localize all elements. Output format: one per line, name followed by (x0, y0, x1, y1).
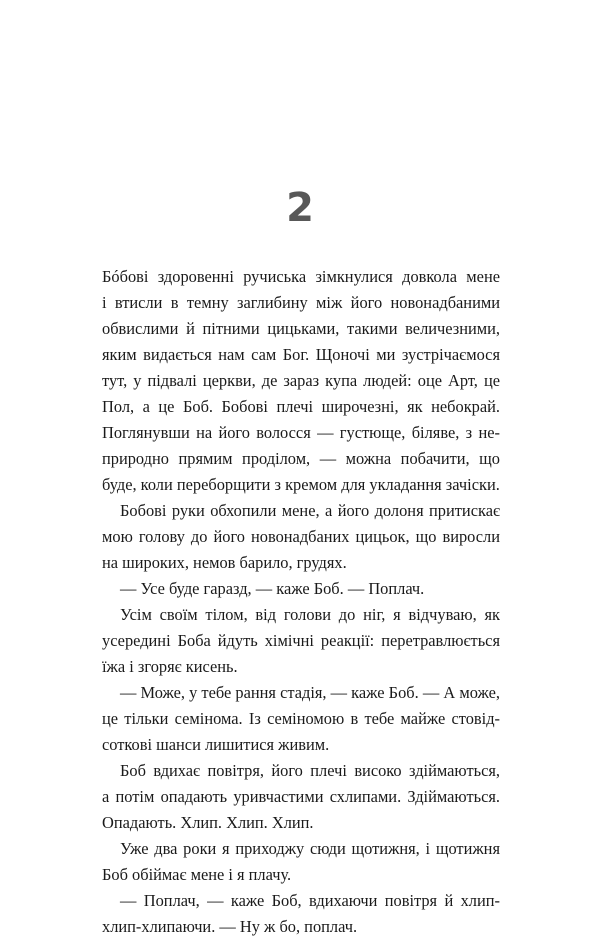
text-line: буде, коли переборщити з кремом для укладання зачіски. (102, 475, 500, 494)
text-line: соткові шанси лишитися живим. (102, 735, 330, 754)
chapter-number: 2 (286, 185, 314, 231)
text-line: мою голову до його новонадбаних цицьок, що виросли (102, 527, 500, 546)
text-line: хлип-хлипаючи. — Ну ж бо, поплач. (102, 917, 358, 936)
text-line: їжа і згоряє кисень. (102, 657, 238, 676)
text-line: Поглянувши на його волосся — густюще, біляве, з не- (102, 423, 500, 442)
text-line: і втисли в темну заглибину між його новонадбаними (102, 293, 500, 312)
text-line: яким видається нам сам Бог. Щоночі ми зустрічаємося (102, 345, 500, 364)
text-line: на широких, немов барило, грудях. (102, 553, 347, 572)
text-line: Боб обіймає мене і я плачу. (102, 865, 292, 884)
text-line: Бóбові здоровенні ручиська зімкнулися довкола мене (102, 267, 500, 286)
text-line: Опадають. Хлип. Хлип. Хлип. (102, 813, 314, 832)
text-line: обвислими й пітними цицьками, такими величезними, (102, 319, 500, 338)
text-line: Усім своїм тілом, від голови до ніг, я відчуваю, як (120, 605, 500, 624)
text-line: усередині Боба йдуть хімічні реакції: перетравлюється (102, 631, 500, 650)
text-line: а потім опадають уривчастими схлипами. Здіймаються. (102, 787, 500, 806)
text-line: природно прямим проділом, — можна побачити, що (102, 449, 500, 468)
text-line: тут, у підвалі церкви, де зараз купа людей: оце Арт, це (102, 371, 500, 390)
text-line: Боб вдихає повітря, його плечі високо здіймаються, (120, 761, 500, 780)
text-line: — Поплач, — каже Боб, вдихаючи повітря й хлип- (120, 891, 500, 910)
text-line: — Усе буде гаразд, — каже Боб. — Поплач. (120, 579, 425, 598)
text-line: Уже два роки я приходжу сюди щотижня, і щотижня (120, 839, 500, 858)
text-line: Бобові руки обхопили мене, а його долоня притискає (120, 501, 500, 520)
text-line: це тільки семінома. Із семіномою в тебе майже стовід- (102, 709, 500, 728)
chapter-text (102, 264, 500, 940)
text-line: Пол, а це Боб. Бобові плечі широчезні, як небокрай. (102, 397, 500, 416)
text-line: — Може, у тебе рання стадія, — каже Боб. — А може, (120, 683, 500, 702)
